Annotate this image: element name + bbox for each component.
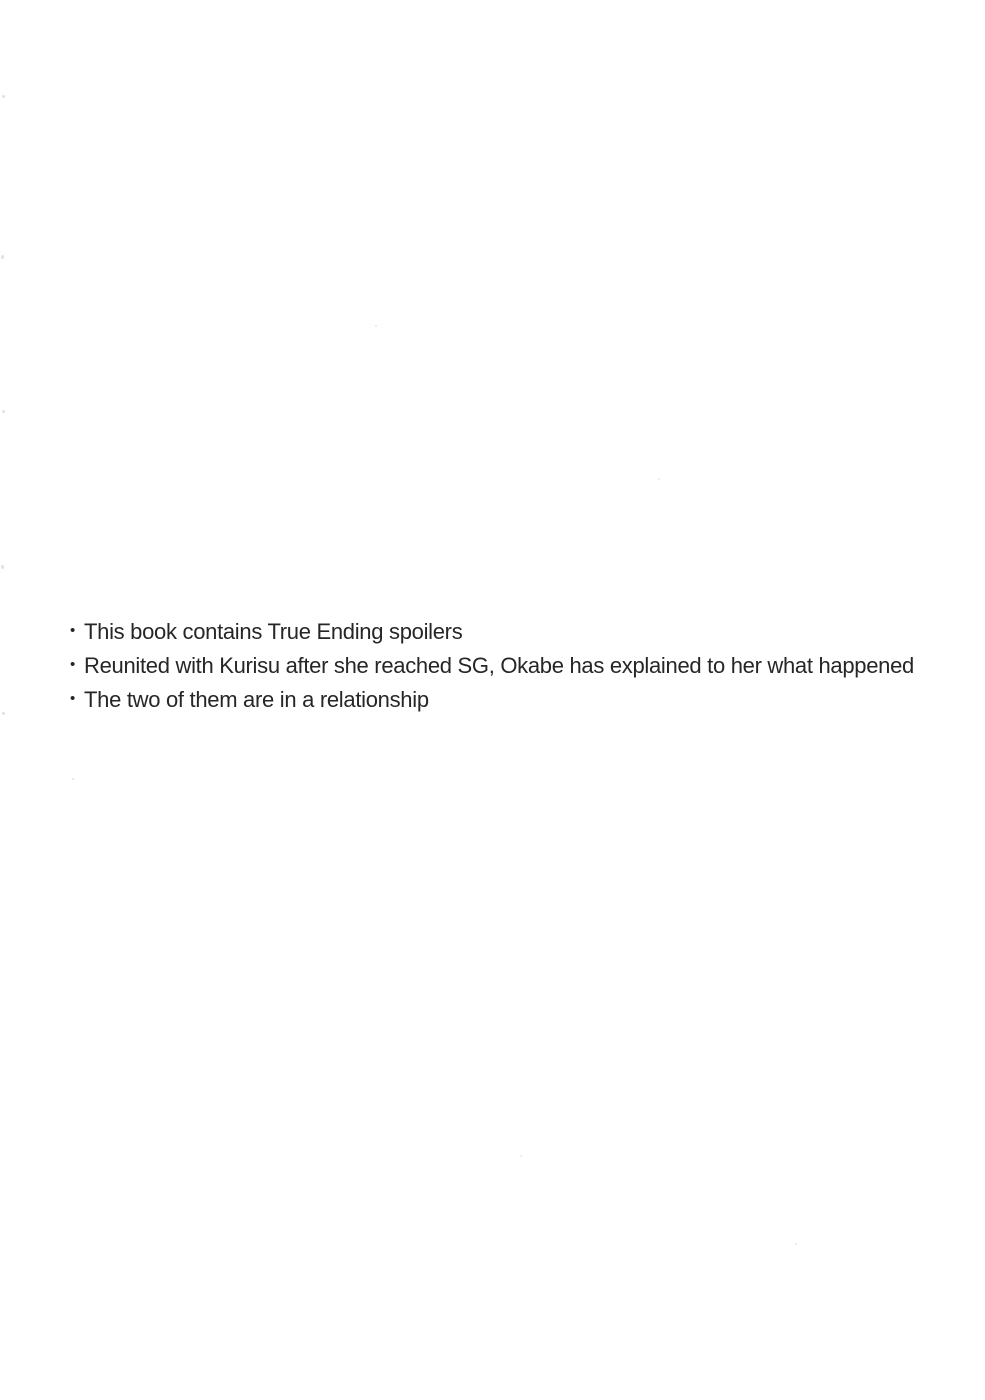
note-line-relationship [70, 684, 930, 718]
bullet-icon: • [70, 622, 75, 639]
note-text: Reunited with Kurisu after she reached SG, Okabe has explained to her what happened [84, 653, 914, 678]
note-line-spoiler-warning [70, 616, 930, 650]
scan-speck [658, 478, 660, 480]
scan-speck [795, 1243, 797, 1245]
scan-speck [2, 712, 5, 715]
scan-speck [2, 95, 5, 98]
scan-speck [520, 1155, 522, 1157]
scan-speck [2, 410, 5, 413]
note-line-context [70, 650, 930, 684]
scan-speck [375, 325, 377, 327]
scan-speck [1, 255, 4, 259]
bullet-icon: • [70, 690, 75, 707]
scan-speck [1, 565, 4, 569]
scan-speck [72, 778, 74, 780]
bullet-icon: • [70, 656, 75, 673]
note-text: This book contains True Ending spoilers [84, 619, 463, 644]
note-text: The two of them are in a relationship [84, 687, 429, 712]
notes-block [70, 616, 930, 718]
